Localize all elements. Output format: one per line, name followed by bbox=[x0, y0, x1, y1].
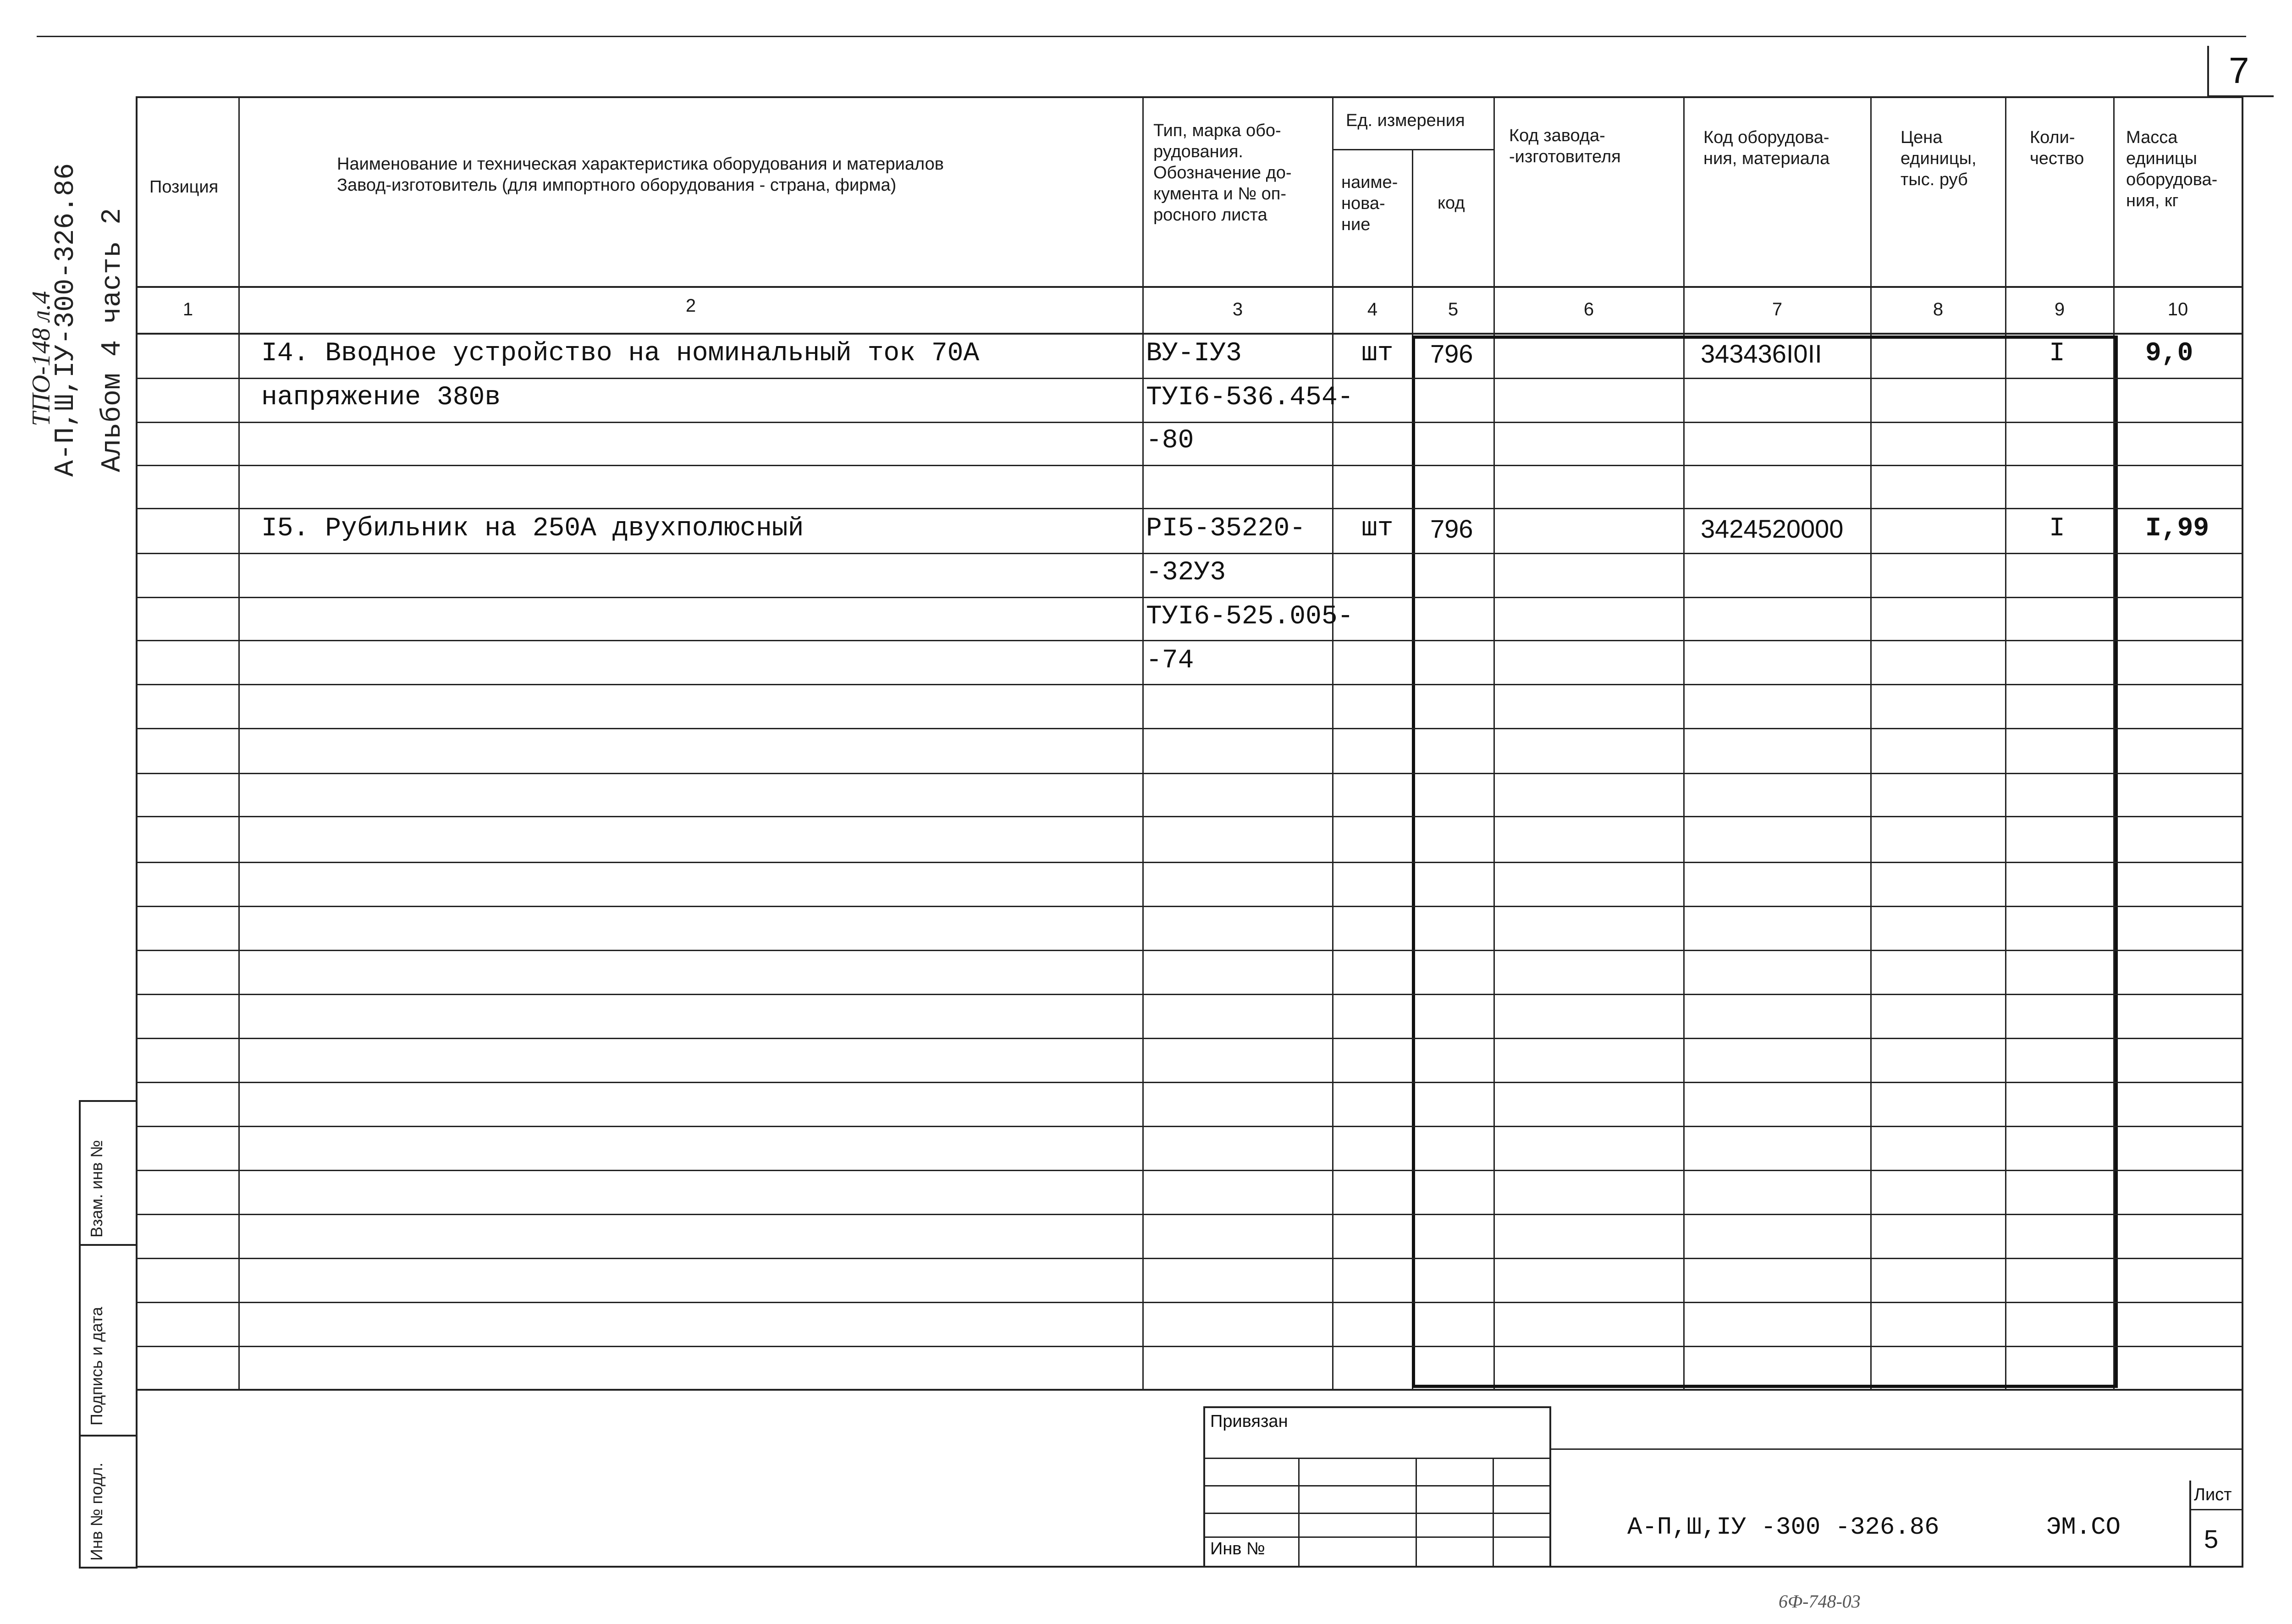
col-line-2 bbox=[1142, 96, 1144, 1390]
header-name: Наименование и техническая характеристика оборудования и материалов Завод-изготовитель (для импортного оборудования - страна, фирма) bbox=[337, 154, 944, 195]
stamp-divider-2 bbox=[79, 1435, 138, 1437]
document-mark: ЭМ.СО bbox=[2046, 1514, 2121, 1541]
header-unit-price: Цена единицы, тыс. руб bbox=[1901, 128, 1977, 189]
stamp-podpis-data: Подпись и дата bbox=[87, 1307, 106, 1426]
sheet-number: 5 bbox=[2204, 1525, 2219, 1553]
table-row-line bbox=[136, 1038, 2243, 1039]
sheet-label: Лист bbox=[2194, 1485, 2232, 1504]
table-body-bottom-line bbox=[136, 1389, 2243, 1391]
item-unit-cell: шт bbox=[1361, 514, 1394, 544]
stamp-top-border bbox=[79, 1100, 138, 1102]
table-row-line bbox=[136, 773, 2243, 774]
item-type-cell: ТУI6-525.005- bbox=[1146, 602, 1354, 632]
table-row-line bbox=[136, 1082, 2243, 1083]
stamp-vzam-inv: Взам. инв № bbox=[87, 1140, 106, 1238]
item-name-cell: I4. Вводное устройство на номинальный ток 70А bbox=[261, 339, 980, 369]
item-type-cell: -80 bbox=[1146, 426, 1194, 456]
title-block-col-c bbox=[1493, 1458, 1494, 1568]
header-unit-name: наиме- нова- ние bbox=[1341, 173, 1398, 234]
item-equipment-code-cell: 3424520000 bbox=[1701, 514, 1844, 543]
item-quantity-cell: I bbox=[2049, 514, 2065, 544]
sheet-box-left bbox=[2189, 1481, 2191, 1568]
item-quantity-cell: I bbox=[2049, 339, 2065, 369]
table-row-line bbox=[136, 994, 2243, 995]
header-mass: Масса единицы оборудова- ния, кг bbox=[2126, 128, 2218, 210]
bottom-handwritten-note: 6Ф-748-03 bbox=[1779, 1591, 1861, 1612]
col-number-3: 3 bbox=[1232, 299, 1243, 319]
table-row-line bbox=[136, 378, 2243, 379]
header-quantity: Коли- чество bbox=[2030, 128, 2084, 168]
table-row-line bbox=[136, 862, 2243, 863]
title-block-line-b bbox=[1203, 1485, 1551, 1486]
stamp-divider-1 bbox=[79, 1244, 138, 1246]
stamp-left-border bbox=[79, 1100, 81, 1568]
table-row-line bbox=[136, 553, 2243, 554]
handwritten-reference: ТПО-148 л.4 bbox=[27, 291, 55, 426]
title-block-line-a bbox=[1203, 1458, 1551, 1459]
table-row-line bbox=[136, 1302, 2243, 1303]
unit-subheader-line bbox=[1332, 149, 1494, 150]
title-block-code-line bbox=[1549, 1448, 2243, 1450]
table-row-line bbox=[136, 508, 2243, 509]
header-type: Тип, марка обо- рудования. Обозначение до- кумента и № оп- росного листа bbox=[1153, 121, 1292, 225]
item-unit-code-cell: 796 bbox=[1430, 514, 1473, 543]
table-row-line bbox=[136, 640, 2243, 641]
table-row-line bbox=[136, 906, 2243, 907]
header-unit-group: Ед. измерения bbox=[1346, 111, 1465, 130]
title-block-line-d bbox=[1203, 1536, 1551, 1538]
table-row-line bbox=[136, 1170, 2243, 1171]
item-mass-cell: I,99 bbox=[2145, 514, 2209, 544]
col-number-10: 10 bbox=[2167, 299, 2188, 319]
col-number-5: 5 bbox=[1448, 299, 1459, 319]
header-unit-code: код bbox=[1438, 193, 1465, 213]
table-row-line bbox=[136, 684, 2243, 685]
header-plant-code: Код завода- -изготовителя bbox=[1509, 126, 1621, 166]
table-row-line bbox=[136, 1126, 2243, 1127]
col-line-1 bbox=[238, 96, 240, 1390]
table-row-line bbox=[136, 422, 2243, 423]
table-row-line bbox=[136, 465, 2243, 466]
page-number-box-left bbox=[2207, 46, 2209, 96]
table-row-line bbox=[136, 1214, 2243, 1215]
item-unit-cell: шт bbox=[1361, 339, 1394, 369]
album-part-label: Альбом 4 часть 2 bbox=[97, 208, 128, 472]
col-number-2: 2 bbox=[685, 296, 696, 316]
table-row-line bbox=[136, 950, 2243, 951]
title-block-left-line bbox=[1203, 1406, 1205, 1567]
col-number-4: 4 bbox=[1367, 299, 1378, 319]
item-unit-code-cell: 796 bbox=[1430, 339, 1473, 368]
col-number-1: 1 bbox=[182, 299, 193, 319]
header-position: Позиция bbox=[149, 177, 219, 197]
document-code: А-П,Ш,IУ -300 -326.86 bbox=[1627, 1514, 1939, 1541]
inv-no-label: Инв № bbox=[1210, 1539, 1265, 1558]
table-top-border bbox=[136, 96, 2243, 98]
table-row-line bbox=[136, 597, 2243, 598]
title-block-col-b bbox=[1416, 1458, 1417, 1568]
top-border-line bbox=[37, 36, 2246, 37]
col-number-6: 6 bbox=[1583, 299, 1594, 319]
item-equipment-code-cell: 343436I0II bbox=[1701, 339, 1822, 368]
item-mass-cell: 9,0 bbox=[2145, 339, 2193, 369]
table-bottom-border bbox=[136, 1566, 2243, 1568]
col-number-9: 9 bbox=[2054, 299, 2065, 319]
title-block-top-line bbox=[1203, 1406, 1551, 1408]
sheet-box-line bbox=[2189, 1509, 2243, 1510]
header-equipment-code: Код оборудова- ния, материала bbox=[1703, 128, 1830, 168]
table-row-line bbox=[136, 816, 2243, 817]
page-number: 7 bbox=[2229, 50, 2249, 91]
table-row-line bbox=[136, 1346, 2243, 1347]
item-type-cell: -74 bbox=[1146, 646, 1194, 676]
title-block-col-a bbox=[1298, 1458, 1300, 1568]
table-row-line bbox=[136, 728, 2243, 729]
item-type-cell: ВУ-IУ3 bbox=[1146, 339, 1242, 369]
stamp-bottom-border bbox=[79, 1567, 138, 1569]
title-block-divider bbox=[1549, 1406, 1551, 1567]
col-number-row-line bbox=[136, 333, 2243, 335]
stamp-inv-podl: Инв № подл. bbox=[87, 1462, 106, 1561]
item-type-cell: PI5-35220- bbox=[1146, 514, 1306, 544]
table-row-line bbox=[136, 1258, 2243, 1259]
col-number-8: 8 bbox=[1933, 299, 1944, 319]
privyazan-label: Привязан bbox=[1210, 1412, 1288, 1431]
item-name-cell: I5. Рубильник на 250А двухполюсный bbox=[261, 514, 804, 544]
item-name-cell: напряжение 380в bbox=[261, 383, 501, 413]
title-block-line-c bbox=[1203, 1513, 1551, 1514]
document-code-side: А-П,Ш,IУ-300-326.86 bbox=[50, 163, 82, 477]
col-line-3 bbox=[1332, 96, 1333, 1390]
item-type-cell: ТУI6-536.454- bbox=[1146, 383, 1354, 413]
item-type-cell: -32У3 bbox=[1146, 558, 1226, 588]
col-number-7: 7 bbox=[1772, 299, 1783, 319]
header-bottom-line bbox=[136, 286, 2243, 288]
